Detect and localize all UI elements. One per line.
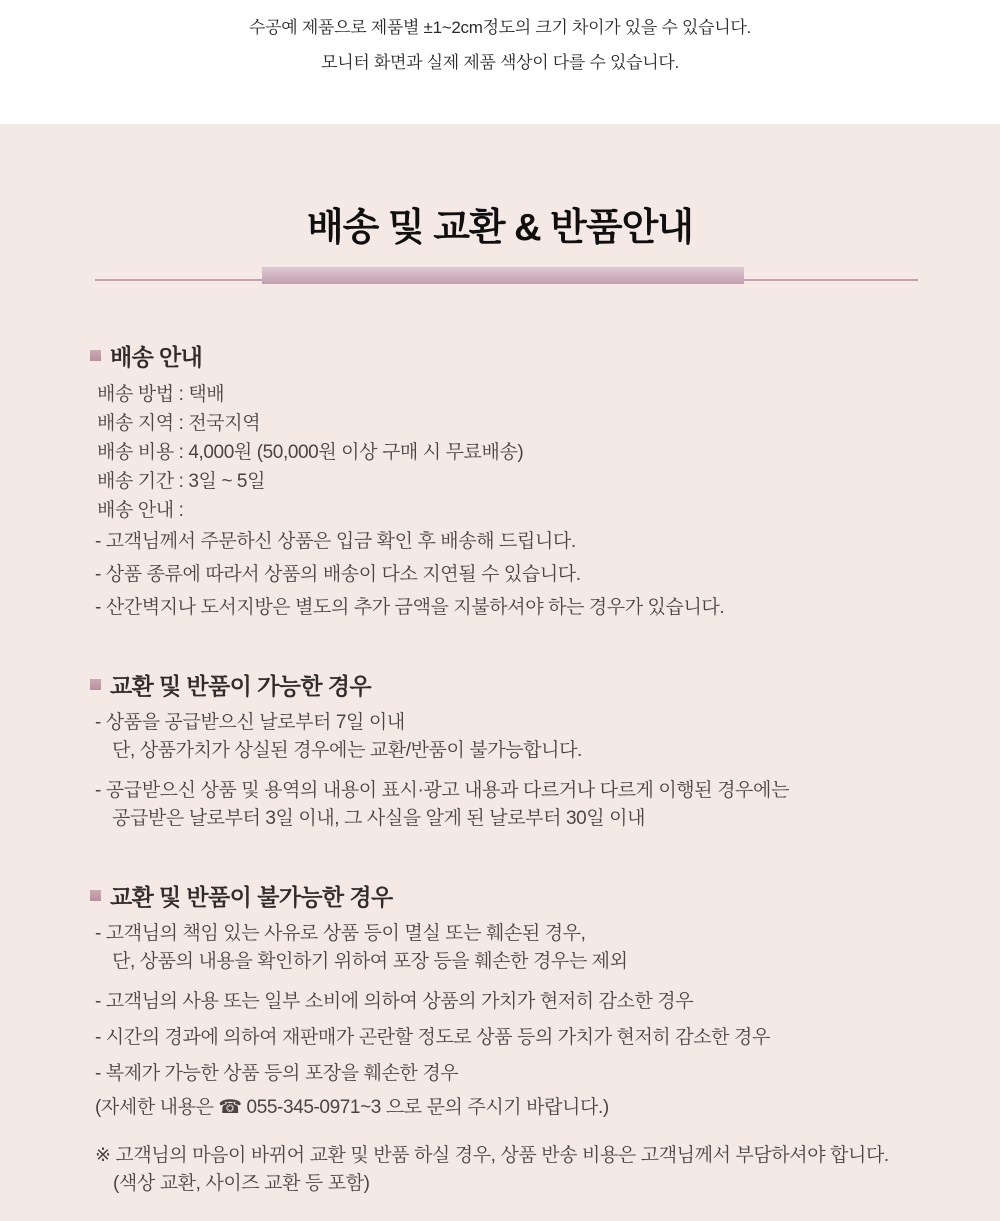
text-line: 배송 지역 : 전국지역 bbox=[97, 413, 261, 434]
return-cost-footnote bbox=[90, 1142, 950, 1198]
footnote-line: (색상 교환, 사이즈 교환 등 포함) bbox=[113, 1173, 370, 1194]
title-underline-decoration bbox=[0, 267, 1000, 285]
section-lines bbox=[90, 920, 950, 1122]
text-line: 배송 비용 : 4,000원 (50,000원 이상 구매 시 무료배송) bbox=[97, 442, 524, 463]
section-exchange-impossible bbox=[90, 879, 950, 1122]
product-notice bbox=[0, 0, 1000, 124]
text-line: - 복제가 가능한 상품 등의 포장을 훼손한 경우 bbox=[95, 1063, 459, 1084]
text-line: - 상품 종류에 따라서 상품의 배송이 다소 지연될 수 있습니다. bbox=[95, 564, 581, 585]
shipping-info-panel bbox=[0, 124, 1000, 1221]
section-shipping-guide bbox=[90, 339, 950, 624]
square-bullet-icon bbox=[90, 350, 101, 361]
section-title: 배송 안내 bbox=[110, 344, 203, 370]
text-line: 배송 기간 : 3일 ~ 5일 bbox=[97, 471, 266, 492]
text-line: - 고객님의 책임 있는 사유로 상품 등이 멸실 또는 훼손된 경우, bbox=[95, 923, 586, 944]
text-line: - 고객님께서 주문하신 상품은 입금 확인 후 배송해 드립니다. bbox=[95, 531, 576, 552]
footnote-line: ※ 고객님의 마음이 바뀌어 교환 및 반품 하실 경우, 상품 반송 비용은 고객님께서 부담하셔야 합니다. bbox=[95, 1145, 889, 1166]
notice-line-size: 수공예 제품으로 제품별 ±1~2cm정도의 크기 차이가 있을 수 있습니다. bbox=[249, 18, 751, 37]
text-line: - 공급받으신 상품 및 용역의 내용이 표시·광고 내용과 다르거나 다르게 이행된 경우에는 bbox=[95, 780, 789, 801]
section-title: 교환 및 반품이 가능한 경우 bbox=[110, 673, 371, 699]
section-lines bbox=[90, 380, 950, 624]
section-exchange-possible bbox=[90, 668, 950, 833]
panel-content bbox=[0, 339, 1000, 1198]
section-title: 교환 및 반품이 불가능한 경우 bbox=[110, 884, 393, 910]
text-line: - 산간벽지나 도서지방은 별도의 추가 금액을 지불하셔야 하는 경우가 있습니다. bbox=[95, 597, 725, 618]
contact-phone-line: (자세한 내용은 ☎ 055-345-0971~3 으로 문의 주시기 바랍니다.) bbox=[95, 1097, 609, 1118]
text-line: 단, 상품의 내용을 확인하기 위하여 포장 등을 훼손한 경우는 제외 bbox=[112, 951, 628, 972]
accent-bar bbox=[262, 267, 744, 284]
page-title: 배송 및 교환 & 반품안내 bbox=[306, 207, 694, 249]
text-line: 배송 안내 : bbox=[97, 500, 184, 521]
text-line: 단, 상품가치가 상실된 경우에는 교환/반품이 불가능합니다. bbox=[112, 740, 582, 761]
square-bullet-icon bbox=[90, 679, 101, 690]
text-line: 공급받은 날로부터 3일 이내, 그 사실을 알게 된 날로부터 30일 이내 bbox=[112, 808, 646, 829]
section-heading-row bbox=[90, 879, 950, 912]
section-heading-row bbox=[90, 339, 950, 372]
text-line: 배송 방법 : 택배 bbox=[97, 384, 225, 405]
text-line: - 시간의 경과에 의하여 재판매가 곤란할 정도로 상품 등의 가치가 현저히 감소한 경우 bbox=[95, 1027, 770, 1048]
section-heading-row bbox=[90, 668, 950, 701]
notice-line-color: 모니터 화면과 실제 제품 색상이 다를 수 있습니다. bbox=[321, 53, 679, 72]
square-bullet-icon bbox=[90, 890, 101, 901]
text-line: - 상품을 공급받으신 날로부터 7일 이내 bbox=[95, 712, 405, 733]
section-lines bbox=[90, 709, 950, 833]
text-line: - 고객님의 사용 또는 일부 소비에 의하여 상품의 가치가 현저히 감소한 경우 bbox=[95, 991, 694, 1012]
